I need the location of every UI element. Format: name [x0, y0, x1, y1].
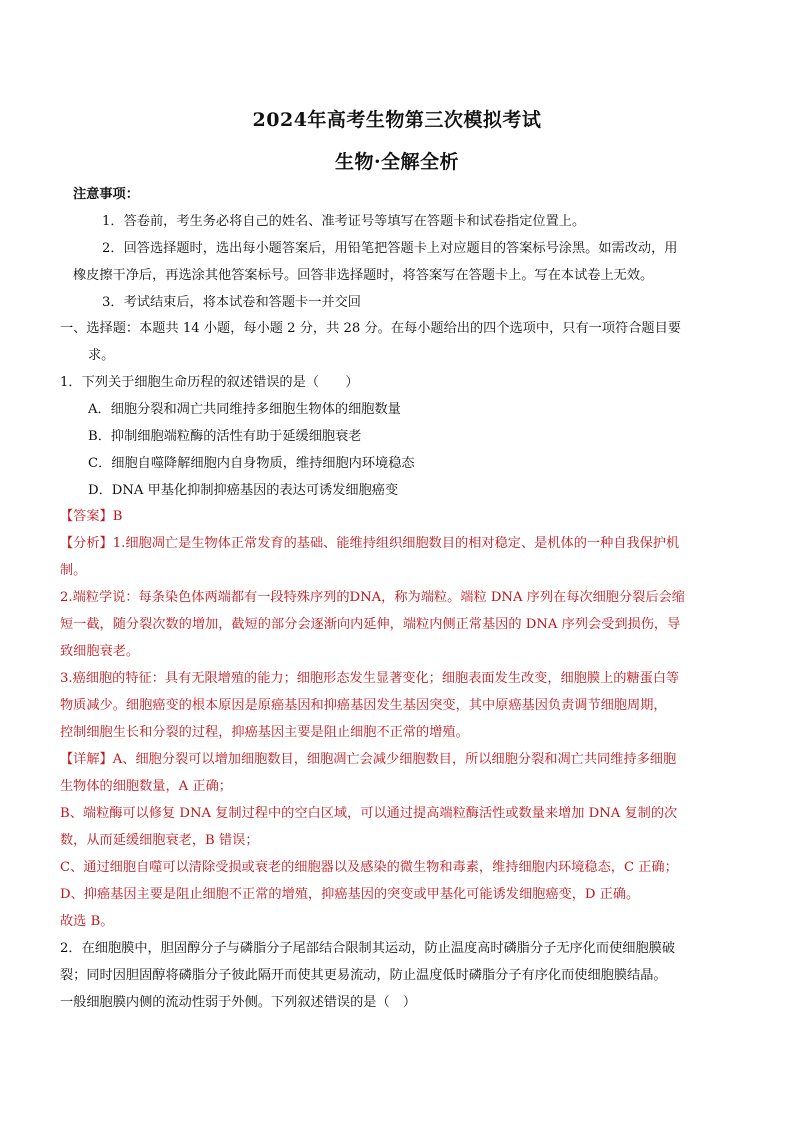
detail-line: 生物体的细胞数量，A 正确；: [60, 779, 232, 794]
question-1-option-a: A．细胞分裂和凋亡共同维持多细胞生物体的细胞数量: [88, 402, 401, 417]
document-title: 2024年高考生物第三次模拟考试: [252, 109, 542, 131]
question-1-answer: 【答案】B: [60, 509, 123, 524]
detail-line: 数，从而延缓细胞衰老，B 错误；: [60, 833, 259, 848]
notice-heading: 注意事项：: [73, 187, 139, 202]
notice-item: 1．答卷前，考生务必将自己的姓名、准考证号等填写在答题卡和试卷指定位置上。: [102, 214, 586, 229]
notice-item: 2．回答选择题时，选出每小题答案后，用铅笔把答题卡上对应题目的答案标号涂黑。如需改动，用: [102, 241, 678, 256]
document-subtitle: 生物·全解全析: [334, 151, 460, 173]
analysis-line: 【分析】1.细胞凋亡是生物体正常发育的基础、能维持组织细胞数目的相对稳定、是机体的一种自我保护机: [60, 536, 680, 551]
detail-line: B、端粒酶可以修复 DNA 复制过程中的空白区域，可以通过提高端粒酶活性或数量来增加 DNA 复制的次: [60, 806, 678, 821]
question-2-stem-continued: 裂；同时因胆固醇将磷脂分子彼此隔开而使其更易流动，防止温度低时磷脂分子有序化而使细胞膜结晶。: [60, 968, 667, 983]
question-1-stem: 1．下列关于细胞生命历程的叙述错误的是（ ）: [60, 375, 359, 390]
analysis-line: 控制细胞生长和分裂的过程，抑癌基因主要是阻止细胞不正常的增殖。: [60, 725, 469, 740]
question-1-option-c: C．细胞自噬降解细胞内自身物质，维持细胞内环境稳态: [88, 456, 415, 471]
analysis-line: 3.癌细胞的特征：具有无限增殖的能力；细胞形态发生显著变化；细胞表面发生改变，细胞膜上的糖蛋白等: [60, 671, 680, 686]
notice-item: 3．考试结束后，将本试卷和答题卡一并交回: [102, 295, 361, 310]
analysis-line: 致细胞衰老。: [60, 644, 140, 659]
question-2-stem-continued: 一般细胞膜内侧的流动性弱于外侧。下列叙述错误的是（ ）: [60, 995, 417, 1010]
detail-line: 【详解】A、细胞分裂可以增加细胞数目，细胞凋亡会减少细胞数目，所以细胞分裂和凋亡共同维持多细胞: [60, 752, 677, 767]
detail-line: D、抑癌基因主要是阻止细胞不正常的增殖，抑癌基因的突变或甲基化可能诱发细胞癌变，D 正确。: [60, 887, 640, 902]
detail-line: C、通过细胞自噬可以清除受损或衰老的细胞器以及感染的微生物和毒素，维持细胞内环境稳态，C 正确；: [60, 860, 678, 875]
analysis-line: 制。: [60, 563, 87, 578]
analysis-line: 短一截，随分裂次数的增加，截短的部分会逐渐向内延伸，端粒内侧正常基因的 DNA 序列会受到损伤，导: [60, 617, 681, 632]
question-1-conclusion: 故选 B。: [60, 914, 114, 929]
section-heading: 一、选择题：本题共 14 小题，每小题 2 分，共 28 分。在每小题给出的四个选项中，只有一项符合题目要: [60, 321, 681, 336]
notice-item-continued: 橡皮擦干净后，再选涂其他答案标号。回答非选择题时，将答案写在答题卡上。写在本试卷上无效。: [73, 268, 654, 283]
analysis-line: 物质减少。细胞癌变的根本原因是原癌基因和抑癌基因发生基因突变，其中原癌基因负责调节细胞周期，: [60, 698, 667, 713]
question-2-stem: 2．在细胞膜中，胆固醇分子与磷脂分子尾部结合限制其运动，防止温度高时磷脂分子无序化而使细胞膜破: [60, 941, 676, 956]
question-1-option-b: B．抑制细胞端粒酶的活性有助于延缓细胞衰老: [88, 429, 362, 444]
question-1-option-d: D．DNA 甲基化抑制抑癌基因的表达可诱发细胞癌变: [88, 483, 399, 498]
section-heading-continued: 求。: [88, 348, 115, 363]
analysis-line: 2.端粒学说：每条染色体两端都有一段特殊序列的DNA，称为端粒。端粒 DNA 序列在每次细胞分裂后会缩: [60, 590, 685, 605]
